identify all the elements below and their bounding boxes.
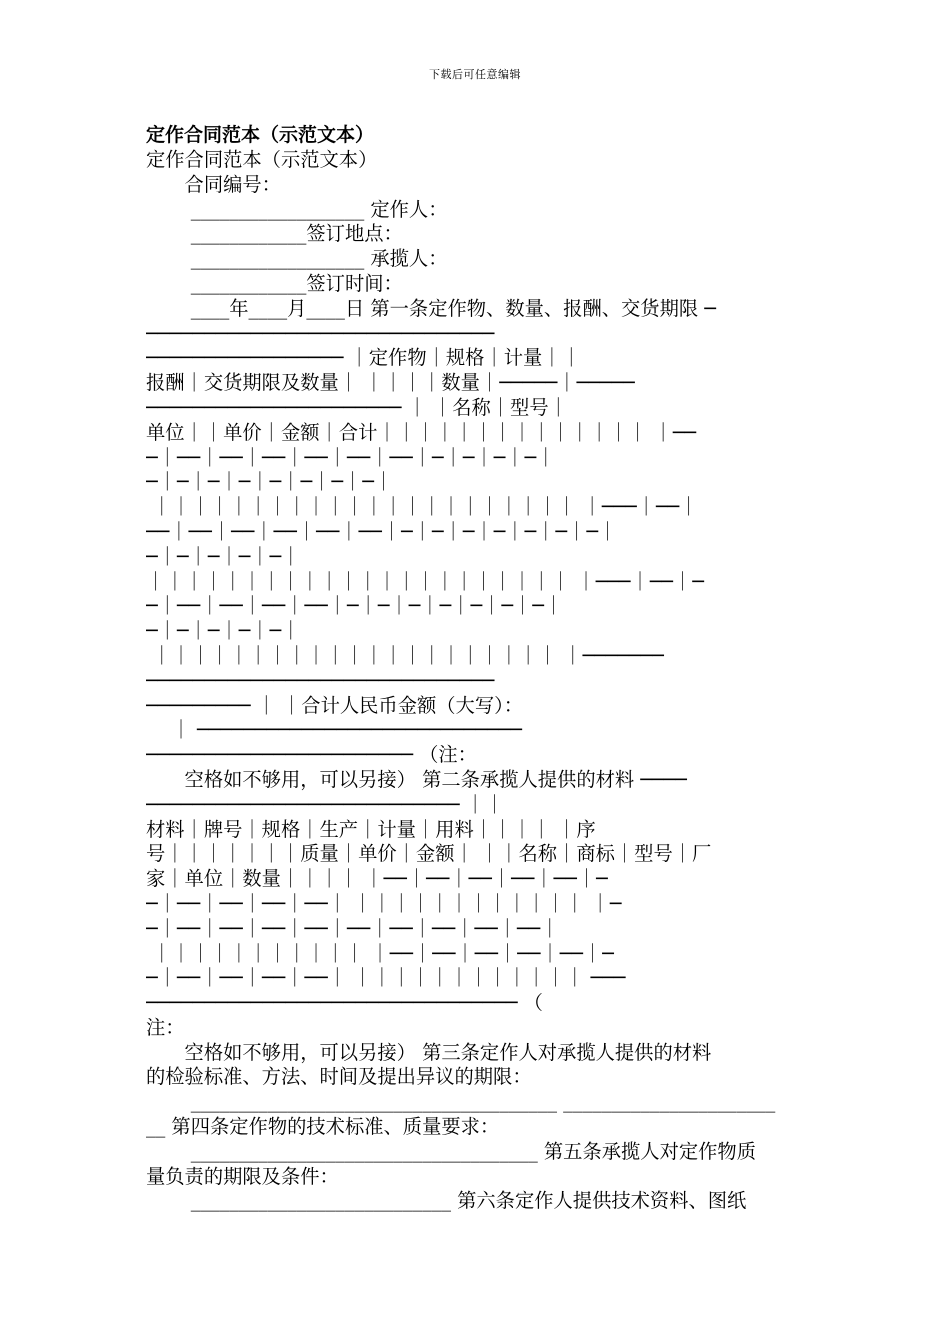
text-line: ____________签订时间： <box>146 271 403 295</box>
text-line: ────────────────────────────── <box>146 321 495 345</box>
text-line: 的检验标准、方法、时间及提出异议的期限： <box>146 1065 532 1089</box>
text-line: ___________________________ 第六条定作人提供技术资料、图纸 <box>146 1189 747 1213</box>
text-line: 合同编号： <box>146 172 281 196</box>
text-line: ─｜──｜──｜──｜──｜──｜──｜──｜──｜──｜ <box>146 916 560 940</box>
document-text <box>146 148 798 1214</box>
text-line: ____________________________________ 第五条承揽人对定作物质 <box>146 1139 756 1163</box>
document-title: 定作合同范本（示范文本） <box>146 124 375 146</box>
text-line: 空格如不够用，可以另接） 第三条定作人对承揽人提供的材料 <box>146 1040 712 1064</box>
text-line: ─｜──｜──｜──｜──｜ ｜｜｜｜｜｜｜｜｜｜｜｜ ─── <box>146 966 626 990</box>
text-line: ───────── ｜ ｜合计人民币金额（大写）： <box>146 693 524 717</box>
text-line: __________________ 承揽人： <box>146 247 448 271</box>
text-line: ____年____月____日 第一条定作物、数量、报酬、交货期限 ─ <box>146 296 716 320</box>
text-line: ─────────────────────────── ｜｜ <box>146 792 505 816</box>
text-line: 空格如不够用，可以另接） 第二条承揽人提供的材料 ──── <box>146 767 687 791</box>
text-line: 材料｜牌号｜规格｜生产｜计量｜用料｜｜｜｜ ｜序 <box>146 817 596 841</box>
text-line: ─｜──｜──｜──｜──｜─｜─｜─｜─｜─｜─｜─｜ <box>146 594 564 618</box>
text-line: 号｜｜｜｜｜｜｜质量｜单价｜金额｜ ｜｜名称｜商标｜型号｜厂 <box>146 842 712 866</box>
text-line: ______________________________________ ______________________ <box>146 1090 776 1114</box>
text-line: ─｜──｜──｜──｜──｜──｜──｜─｜─｜─｜─｜ <box>146 445 556 469</box>
text-line: ─｜──｜──｜──｜──｜ ｜｜｜｜｜｜｜｜｜｜｜｜ ｜─ <box>146 891 622 915</box>
text-line: ｜｜｜｜｜｜｜｜｜｜｜｜｜｜｜｜｜｜｜｜｜｜ ｜───｜──｜─ <box>146 569 704 593</box>
text-line: 量负责的期限及条件： <box>146 1164 339 1188</box>
text-line: ──｜──｜──｜──｜──｜──｜─｜─｜─｜─｜─｜─｜─｜ <box>146 519 618 543</box>
document-body <box>146 123 798 1214</box>
text-line: ─｜─｜─｜─｜─｜─｜─｜─｜ <box>146 470 394 494</box>
text-line: ｜ ──────────────────────────── <box>146 718 522 742</box>
text-line: ____________签订地点： <box>146 222 403 246</box>
text-line: ──────────────────────────────── （ <box>146 991 543 1015</box>
text-line: ｜｜｜｜｜｜｜｜｜｜｜｜｜｜｜｜｜｜｜｜｜ ｜─────── <box>146 643 664 667</box>
page-header-note: 下载后可任意编辑 <box>429 68 521 81</box>
text-line: __ 第四条定作物的技术标准、质量要求： <box>146 1115 500 1139</box>
text-line: ｜｜｜｜｜｜｜｜｜｜｜｜｜｜｜｜｜｜｜｜｜｜ ｜───｜──｜ <box>146 495 699 519</box>
text-line: ────────────────────────────── <box>146 668 495 692</box>
text-line: 单位｜｜单价｜金额｜合计｜｜｜｜｜｜｜｜｜｜｜｜｜｜ ｜── <box>146 420 696 444</box>
text-line: ─────────────────────── （注： <box>146 743 477 767</box>
text-line: 家｜单位｜数量｜｜｜｜ ｜──｜──｜──｜──｜──｜─ <box>146 867 608 891</box>
text-line: 定作合同范本（示范文本） <box>146 148 378 171</box>
text-line: ─｜─｜─｜─｜─｜ <box>146 619 301 643</box>
text-line: __________________ 定作人： <box>146 197 448 221</box>
text-line: ｜｜｜｜｜｜｜｜｜｜｜ ｜──｜──｜──｜──｜──｜─ <box>146 941 614 965</box>
text-line: 注： <box>146 1015 185 1039</box>
text-line: 报酬｜交货期限及数量｜ ｜｜｜｜数量｜─────｜───── <box>146 371 635 395</box>
text-line: ─｜─｜─｜─｜─｜ <box>146 544 301 568</box>
text-line: ────────────────────── ｜ ｜名称｜型号｜ <box>146 395 568 419</box>
text-line: ───────────────── ｜定作物｜规格｜计量｜｜ <box>146 346 581 370</box>
